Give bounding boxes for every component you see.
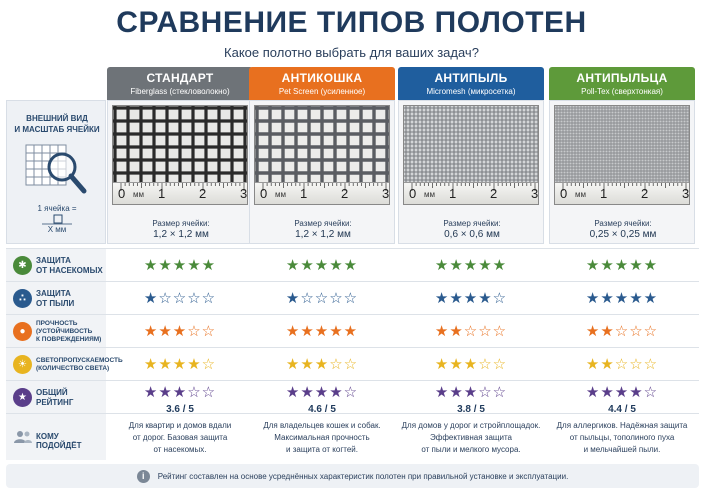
column-header-1 <box>249 67 395 100</box>
overall-rating-value: 3.6 / 5 <box>166 404 194 415</box>
row-label: ЗАЩИТА ОТ НАСЕКОМЫХ <box>36 255 103 275</box>
who-label: КОМУ ПОДОЙДЁТ <box>36 432 82 450</box>
rating-row-2 <box>6 314 699 347</box>
ruler-number: 2 <box>341 186 349 201</box>
page-title: СРАВНЕНИЕ ТИПОВ ПОЛОТЕН <box>116 6 587 39</box>
column-name: АНТИКОШКА <box>281 71 363 85</box>
ruler-number: 3 <box>382 186 390 201</box>
who-label-cell <box>6 414 106 460</box>
footer-text: Рейтинг составлен на основе усреднённых характеристик полотен при правильной установке и эксплуатации. <box>157 471 569 481</box>
overall-rating-value: 3.8 / 5 <box>457 404 485 415</box>
ruler-number: 0 <box>118 186 126 201</box>
who-description-3: Для аллергиков. Надёжная защита от пыльцы, тополиного пуха и мельчайшей пыли. <box>556 421 688 454</box>
ruler <box>255 182 390 204</box>
rating-row-3 <box>6 347 699 380</box>
footer-note <box>6 464 699 488</box>
star-rating: ★☆☆☆☆ <box>285 290 359 307</box>
mesh-panel-2 <box>398 100 544 244</box>
ruler-unit: мм <box>424 190 435 199</box>
column-subtitle: Poll-Tex (сверхтонкая) <box>581 87 663 96</box>
star-rating: ★★★★★ <box>285 323 359 340</box>
insect-icon: ✱ <box>13 256 32 275</box>
star-rating: ★★★★★ <box>585 290 659 307</box>
row-label: СВЕТОПРОПУСКАЕМОСТЬ (КОЛИЧЕСТВО СВЕТА) <box>36 356 123 372</box>
star-rating: ★★★★☆ <box>143 356 217 373</box>
appearance-label: ВНЕШНИЙ ВИД И МАСШТАБ ЯЧЕЙКИ <box>14 114 100 134</box>
star-rating: ★★★★★ <box>143 257 217 274</box>
cell-size-label: Размер ячейки: <box>294 219 352 228</box>
star-rating: ★★☆☆☆ <box>434 323 508 340</box>
star-rating: ★★★☆☆ <box>434 384 508 401</box>
column-name: СТАНДАРТ <box>146 71 214 85</box>
row-label: ПРОЧНОСТЬ (УСТОЙЧИВОСТЬ К ПОВРЕЖДЕНИЯМ) <box>36 319 102 343</box>
row-label-cell <box>6 348 123 381</box>
column-header-2 <box>398 67 544 100</box>
who-description-2: Для домов у дорог и стройплощадок. Эффективная защита от пыли и мелкого мусора. <box>401 421 541 454</box>
page-subtitle: Какое полотно выбрать для ваших задач? <box>224 45 479 60</box>
ruler-number: 3 <box>531 186 539 201</box>
rating-row-1 <box>6 281 699 314</box>
star-rating: ★★☆☆☆ <box>585 323 659 340</box>
row-label-cell <box>6 249 106 282</box>
column-subtitle: Fiberglass (стекловолокно) <box>130 87 230 96</box>
magnifier-grid-icon <box>22 141 92 201</box>
row-label: ОБЩИЙ РЕЙТИНГ <box>36 387 74 407</box>
star-rating: ★★★☆☆ <box>143 384 217 401</box>
star-rating: ★★★★☆ <box>585 384 659 401</box>
who-row <box>6 413 699 459</box>
rating-row-4 <box>6 380 699 413</box>
mesh-image <box>254 105 390 205</box>
star-rating: ★★★★★ <box>285 257 359 274</box>
star-rating: ★★★☆☆ <box>143 323 217 340</box>
row-label-cell <box>6 381 106 414</box>
star-rating: ★★★★★ <box>434 257 508 274</box>
cell-legend: 1 ячейка = <box>37 204 77 213</box>
cell-size-label: Размер ячейки: <box>594 219 652 228</box>
mesh-panel-1 <box>249 100 395 244</box>
ruler-number: 0 <box>409 186 417 201</box>
cell-size-label: Размер ячейки: <box>152 219 210 228</box>
mesh-panel-0 <box>107 100 253 244</box>
cell-legend-unit: X мм <box>47 225 67 234</box>
column-name: АНТИПЫЛЬ <box>434 71 508 85</box>
people-icon <box>14 430 32 444</box>
ruler-number: 2 <box>199 186 207 201</box>
mesh-image <box>112 105 248 205</box>
star-rating: ★★★☆☆ <box>285 356 359 373</box>
ruler-number: 2 <box>641 186 649 201</box>
ruler-number: 0 <box>260 186 268 201</box>
star-rating: ★★★★☆ <box>434 290 508 307</box>
star-rating: ★☆☆☆☆ <box>143 290 217 307</box>
ruler-number: 3 <box>682 186 690 201</box>
ruler <box>404 182 539 204</box>
ruler-number: 2 <box>490 186 498 201</box>
ruler <box>113 182 248 204</box>
cell-size-value: 0,6 × 0,6 мм <box>444 229 500 240</box>
star-rating: ★★☆☆☆ <box>585 356 659 373</box>
row-label-cell <box>6 282 106 315</box>
who-description-0: Для квартир и домов вдали от дорог. Базовая защита от насекомых. <box>128 421 232 454</box>
overall-rating-value: 4.4 / 5 <box>608 404 636 415</box>
who-description-1: Для владельцев кошек и собак. Максимальная прочность и защита от когтей. <box>263 421 381 454</box>
sun-icon: ☀ <box>13 355 32 374</box>
mesh-panel-3 <box>549 100 695 244</box>
ruler-unit: мм <box>133 190 144 199</box>
row-label: ЗАЩИТА ОТ ПЫЛИ <box>36 288 75 308</box>
star-icon: ★ <box>13 388 32 407</box>
cell-size-value: 1,2 × 1,2 мм <box>153 229 209 240</box>
ruler <box>555 182 690 204</box>
ruler-number: 1 <box>158 186 166 201</box>
overall-rating-value: 4.6 / 5 <box>308 404 336 415</box>
cell-size-value: 0,25 × 0,25 мм <box>589 229 657 240</box>
ruler-number: 1 <box>300 186 308 201</box>
star-rating: ★★★★☆ <box>285 384 359 401</box>
ruler-number: 1 <box>600 186 608 201</box>
column-header-0 <box>107 67 253 100</box>
star-rating: ★★★☆☆ <box>434 356 508 373</box>
ruler-unit: мм <box>575 190 586 199</box>
ruler-unit: мм <box>275 190 286 199</box>
mesh-image <box>554 105 690 205</box>
ruler-number: 3 <box>240 186 248 201</box>
column-name: АНТИПЫЛЬЦА <box>576 71 668 85</box>
dust-icon: ∴ <box>13 289 32 308</box>
rating-row-0 <box>6 248 699 281</box>
ruler-number: 1 <box>449 186 457 201</box>
appearance-legend-panel <box>6 100 106 244</box>
paw-icon: ● <box>13 322 32 341</box>
mesh-image <box>403 105 539 205</box>
ruler-number: 0 <box>560 186 568 201</box>
column-subtitle: Pet Screen (усиленное) <box>278 87 366 96</box>
cell-size-label: Размер ячейки: <box>443 219 501 228</box>
column-header-3 <box>549 67 695 100</box>
star-rating: ★★★★★ <box>585 257 659 274</box>
cell-size-value: 1,2 × 1,2 мм <box>295 229 351 240</box>
row-label-cell <box>6 315 106 348</box>
info-icon: i <box>137 470 150 483</box>
column-subtitle: Micromesh (микросетка) <box>426 87 516 96</box>
